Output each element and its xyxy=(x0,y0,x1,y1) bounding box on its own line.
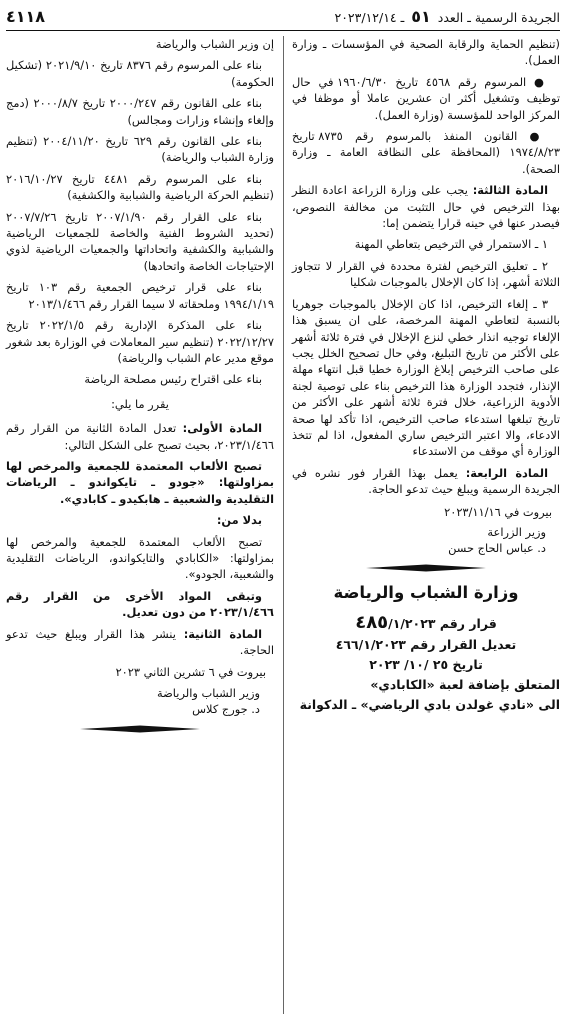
article-1 xyxy=(6,420,274,453)
article-2 xyxy=(6,626,274,659)
amended-decision-line: تعديل القرار رقم ٤٦٦/١/٢٠٢٣ xyxy=(335,636,517,652)
ministry-heading: وزارة الشباب والرياضة xyxy=(333,582,519,602)
article-4-label: المادة الرابعة: xyxy=(465,465,548,480)
article-1-label: المادة الأولى: xyxy=(182,421,263,436)
bullet-law-8735: ● القانون المنفذ بالمرسوم رقم ٨٧٣٥ تاريخ ١٩٧٤/٨/٢٣ (المحافظة على النظافة العامة ـ وزارة الصحة). xyxy=(292,129,560,176)
article-3-label: المادة الثالثة: xyxy=(472,183,548,198)
decision-label: قرار رقم xyxy=(439,616,497,632)
journal-masthead xyxy=(335,7,561,26)
article-1-text: تعدل المادة الثانية من القرار رقم ٢٠٢٣/١/٤٦٦، بحيث تصبح على الشكل التالي: xyxy=(6,421,274,452)
decides-line: يقرر ما يلي: xyxy=(111,396,169,411)
recital-license-103: بناء على قرار ترخيص الجمعية رقم ١٠٣ تاريخ ١٩٩٤/١/١٩ وملحقاته لا سيما القرار رقم ٢٠١٣/١/٤٦٦ xyxy=(6,280,274,311)
article-3 xyxy=(292,182,560,231)
article-2-label: المادة الثانية: xyxy=(183,626,262,641)
decision-number-line xyxy=(292,612,560,634)
signature-title: وزير الزراعة xyxy=(487,524,546,539)
right-column xyxy=(292,36,560,716)
recital-decree-4481: بناء على المرسوم رقم ٤٤٨١ تاريخ ٢٠١٦/١٠/٢٧ (تنظيم الحركة الرياضية والشبابية والكشفية) xyxy=(6,171,274,203)
recital-decree-8376: بناء على المرسوم رقم ٨٣٧٦ تاريخ ٢٠٢١/٩/١٠ (تشكيل الحكومة) xyxy=(6,58,274,89)
article-4-text: يعمل بهذا القرار فور نشره في الجريدة الرسمية ويبلغ حيث تدعو الحاجة. xyxy=(292,465,560,497)
signature-date: بيروت في ٦ تشرين الثاني ٢٠٢٣ xyxy=(115,665,266,680)
bullet-decree-4568: ● المرسوم رقم ٤٥٦٨ تاريخ ١٩٦٠/٦/٣٠ في حال توظيف وتشغيل أكثر ان عشرين عاملا أو موظفا في المركز الواحد للمؤسسة (وزارة العمل). xyxy=(292,74,560,122)
recital-law-629: بناء على القانون رقم ٦٢٩ تاريخ ٢٠٠٤/١١/٢٠ (تنظيم وزارة الشباب والرياضة) xyxy=(6,134,274,165)
article-3-item-1: ١ ـ الاستمرار في الترخيص بتعاطي المهنة xyxy=(354,237,548,252)
decision-suffix: /١/٢٠٢٣ xyxy=(388,616,436,632)
recital-decision-90: بناء على القرار رقم ٢٠٠٧/١/٩٠ تاريخ ٢٠٠٧/٧/٢٦ (تحديد الشروط الفنية والخاصة للجمعيات الرياضية والشبابية والكشفية واتحاداتها والجمعيات الرياضية لذوي الإحتياجات الخاصة واتحادها) xyxy=(6,209,274,273)
article-4 xyxy=(292,465,560,498)
signature-name: د. عباس الحاج حسن xyxy=(448,541,546,556)
article-3-item-2: ٢ ـ تعليق الترخيص لفترة محددة في القرار لا تتجاوز الثلاثة أشهر، إذا كان الإخلال بالموجبات شكليا xyxy=(292,258,560,290)
page-header xyxy=(6,4,560,28)
issue-number: ٥١ xyxy=(411,6,431,26)
article-3-item-3: ٣ ـ إلغاء الترخيص، اذا كان الإخلال بالموجبات جوهريا بالنسبة لتعاطي المهنة المرخصة، على ان يسبق هذا الإلغاء توجيه انذار خطي لنزع الإخلال في فترة ثلاثة أشهر على الأكثر من تاريخ التبليغ، وفي حال تصحيح الخلل يجب على صاحب الترخيص إبلاغ الوزارة خطيا قبل انتهاء مهلة الإنذار، فتجدد الوزارة هذا الترخيص بناء على توصية لجنة الأدوية الزراعية، خلال فترة ثلاثة أشهر على الأكثر من تاريخ تبلغها استدعاء صاحب الترخيص، اذا تأكد لها صحة الادعاء، والا اعتبر الترخيص ساري المفعول، اذا لم تتخذ الوزارة أي موقف من الاستدعاء xyxy=(292,296,560,459)
instead-of-label: بدلا من: xyxy=(216,513,262,528)
old-games-text: تصبح الألعاب المعتمدة للجمعية والمرخص لها بمزاولتها: «الكابادي والتايكواندو، الرياضات التقليدية والشعبية، الجودو». xyxy=(6,534,274,582)
column-divider xyxy=(283,36,284,1014)
issue-date: ـ ٢٠٢٣/١٢/١٤ xyxy=(334,9,405,25)
minister-intro: إن وزير الشباب والرياضة xyxy=(155,37,274,51)
header-rule xyxy=(6,30,560,31)
journal-title: الجريدة الرسمية ـ العدد xyxy=(437,9,560,25)
decision-date-line: تاريخ ٢٥ /١٠/ ٢٠٢٣ xyxy=(369,657,483,672)
article-2-text: ينشر هذا القرار ويبلغ حيث تدعو الحاجة. xyxy=(6,626,274,657)
left-column xyxy=(6,36,274,744)
article-3-text: يجب على وزارة الزراعة اعادة النظر بهذا الترخيص في حال التثبت من مخالفة النصوص، فيصدر عنها في حينه قرارا يتضمن إما: xyxy=(292,183,560,231)
signature-name: د. جورج كلاس xyxy=(192,702,260,717)
other-articles-unchanged: وتبقى المواد الأخرى من القرار رقم ٢٠٢٣/١/٤٦٦ من دون تعديل. xyxy=(6,588,274,620)
recital-proposal: بناء على اقتراح رئيس مصلحة الرياضة xyxy=(84,372,262,387)
decision-title-line-1: المتعلق بإضافة لعبة «الكابادي» xyxy=(370,677,560,693)
decision-number: ٤٨٥ xyxy=(355,612,389,634)
section-separator xyxy=(366,563,486,573)
recital-memo-5: بناء على المذكرة الإدارية رقم ٢٠٢٢/١/٥ تاريخ ٢٠٢٢/١٢/٢٧ (تنظيم سير المعاملات في الوزارة بعد شغور موقع مدير عام الشباب والرياضة) xyxy=(6,318,274,365)
recital-law-247: بناء على القانون رقم ٢٠٠٠/٢٤٧ تاريخ ٢٠٠٠/٨/٧ (دمج وإلغاء وإنشاء وزارات ومجالس) xyxy=(6,96,274,127)
signature-title: وزير الشباب والرياضة xyxy=(157,685,260,700)
section-separator xyxy=(80,724,200,734)
signature-date: بيروت في ٢٠٢٣/١١/١٦ xyxy=(444,504,552,519)
intro-end: (تنظيم الحماية والرقابة الصحية في المؤسسات ـ وزارة العمل). xyxy=(292,37,560,68)
page-number: ٤١١٨ xyxy=(6,6,46,26)
decision-title-line-2: الى «نادي غولدن بادي الرياضي» ـ الدكوانة xyxy=(299,696,560,712)
new-games-text: تصبح الألعاب المعتمدة للجمعية والمرخص لها بمزاولتها: «جودو ـ تايكواندو ـ الرياضات التقليدية والشعبية ـ هابكيدو ـ كابادي». xyxy=(6,458,274,506)
